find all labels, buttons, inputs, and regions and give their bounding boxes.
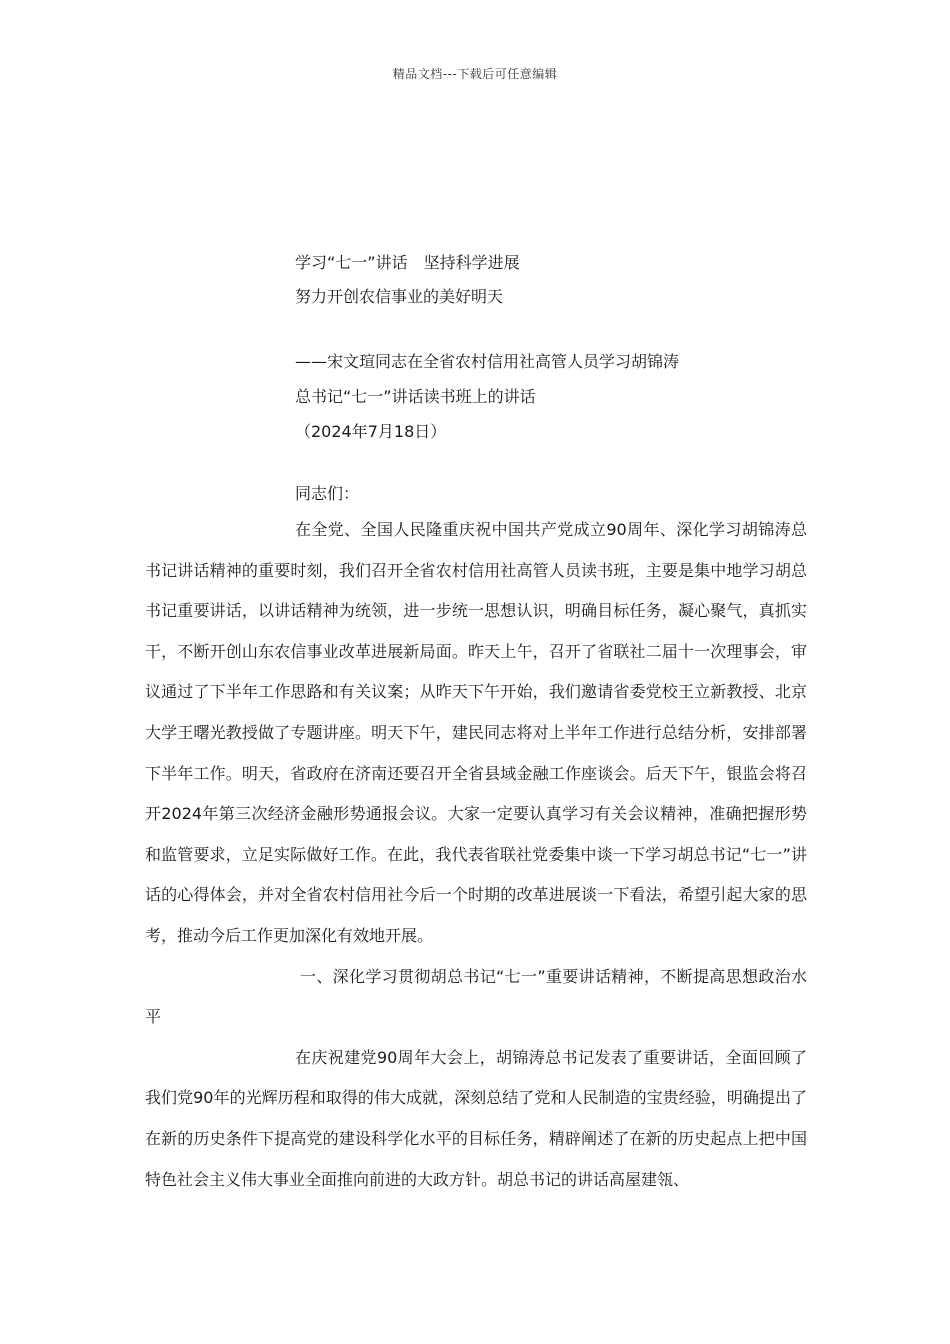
document-subtitle	[295, 344, 679, 449]
page-header-watermark: 精品文档---下载后可任意编辑	[392, 67, 558, 81]
title-line-1: 学习“七一”讲话 坚持科学进展	[295, 253, 520, 272]
salutation: 同志们：	[295, 484, 360, 503]
document-body	[145, 510, 807, 1200]
section-heading: 一、深化学习贯彻胡总书记“七一”重要讲话精神，不断提高思想政治水平	[145, 966, 807, 1027]
subtitle-line-1: ——宋文瑄同志在全省农村信用社高管人员学习胡锦涛	[295, 352, 680, 371]
body-paragraph: 在全党、全国人民隆重庆祝中国共产党成立90周年、深化学习胡锦涛总书记讲话精神的重要时刻，我们召开全省农村信用社高管人员读书班，主要是集中地学习胡总书记重要讲话，以讲话精神为统领，进一步统一思想认识，明确目标任务，凝心聚气，真抓实干，不断开创山东农信事业改革进展新局面。昨天上午，召开了省联社二届十一次理事会，审议通过了下半年工作思路和有关议案；从昨天下午开始，我们邀请省委党校王立新教授、北京大学王曙光教授做了专题讲座。明天下午，建民同志将对上半年工作进行总结分析，安排部署下半年工作。明天，省政府在济南还要召开全省县域金融工作座谈会。后天下午，银监会将召开2024年第三次经济金融形势通报会议。大家一定要认真学习有关会议精神，准确把握形势和监管要求，立足实际做好工作。在此，我代表省联社党委集中谈一下学习胡总书记“七一”讲话的心得体会，并对全省农村信用社今后一个时期的改革进展谈一下看法，希望引起大家的思考，推动今后工作更加深化有效地开展。	[145, 520, 807, 945]
speech-date: （2024年7月18日）	[295, 422, 447, 441]
document-title	[295, 246, 520, 314]
body-paragraph: 在庆祝建党90周年大会上，胡锦涛总书记发表了重要讲话，全面回顾了我们党90年的光辉历程和取得的伟大成就，深刻总结了党和人民制造的宝贵经验，明确提出了在新的历史条件下提高党的建设科学化水平的目标任务，精辟阐述了在新的历史起点上把中国特色社会主义伟大事业全面推向前进的大政方针。胡总书记的讲话高屋建瓴、	[145, 1047, 807, 1189]
title-line-2: 努力开创农信事业的美好明天	[295, 287, 504, 306]
subtitle-line-2: 总书记“七一”讲话读书班上的讲话	[295, 387, 536, 406]
